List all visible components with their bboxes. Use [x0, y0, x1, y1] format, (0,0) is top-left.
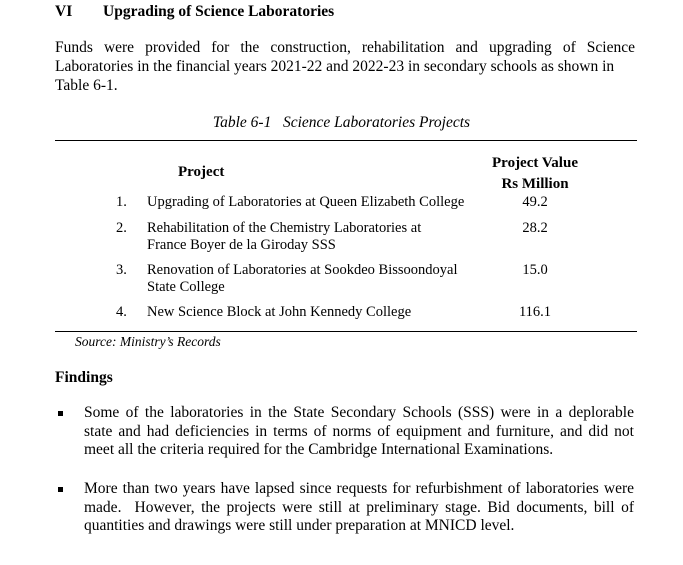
header-value-line1: Project Value [492, 155, 578, 171]
row-value: 15.0 [522, 262, 548, 278]
row-name-line: Renovation of Laboratories at Sookdeo Bissoondoyal [147, 262, 458, 278]
row-value: 28.2 [522, 220, 548, 236]
header-value-line2: Rs Million [501, 176, 569, 192]
row-number: 1. [116, 194, 127, 210]
bullet-icon [58, 411, 63, 416]
row-value: 49.2 [522, 194, 548, 210]
finding-line: made. However, the projects were still at preliminary stage. Bid documents, bill of [84, 498, 634, 516]
row-name-line: France Boyer de la Giroday SSS [147, 237, 336, 253]
intro-line: Funds were provided for the construction, rehabilitation and upgrading of Science [55, 39, 635, 56]
section-number: VI [55, 3, 73, 20]
bullet-icon [58, 487, 63, 492]
intro-line: Table 6-1. [55, 77, 118, 94]
findings-heading: Findings [55, 369, 113, 386]
intro-paragraph [55, 38, 635, 95]
table-bottom-rule [55, 331, 637, 332]
header-project: Project [178, 164, 225, 180]
row-name-line: New Science Block at John Kennedy College [147, 304, 412, 320]
row-name-line: Rehabilitation of the Chemistry Laboratories at [147, 220, 422, 236]
finding-line: Some of the laboratories in the State Secondary Schools (SSS) were in a deplorable [84, 404, 634, 421]
table-source: Source: Ministry’s Records [75, 334, 221, 349]
intro-line: Laboratories in the financial years 2021-22 and 2022-23 in secondary schools as shown in [55, 58, 615, 75]
row-value: 116.1 [518, 304, 552, 320]
section-title: Upgrading of Science Laboratories [103, 3, 335, 20]
finding-line: meet all the criteria required for the Cambridge International Examinations. [84, 441, 554, 459]
row-project-name [147, 220, 487, 254]
row-number: 3. [116, 262, 127, 278]
row-project-name [147, 194, 487, 211]
finding-line: quantities and drawings were still under preparation at MNICD level. [84, 517, 515, 535]
row-name-line: State College [147, 279, 225, 295]
table-caption: Table 6-1 Science Laboratories Projects [212, 114, 471, 131]
finding-item [84, 480, 634, 536]
section-heading [55, 3, 334, 21]
header-project-value [480, 153, 590, 195]
row-number: 4. [116, 304, 127, 320]
table-top-rule [55, 140, 637, 141]
finding-line: state and had deficiencies in terms of norms of equipment and furniture, and did not [84, 422, 634, 440]
row-name-line: Upgrading of Laboratories at Queen Elizabeth College [147, 194, 465, 210]
row-project-name [147, 304, 487, 321]
finding-item [84, 404, 634, 460]
finding-line: More than two years have lapsed since requests for refurbishment of laboratories were [84, 480, 634, 497]
row-project-name [147, 262, 487, 296]
row-number: 2. [116, 220, 127, 236]
